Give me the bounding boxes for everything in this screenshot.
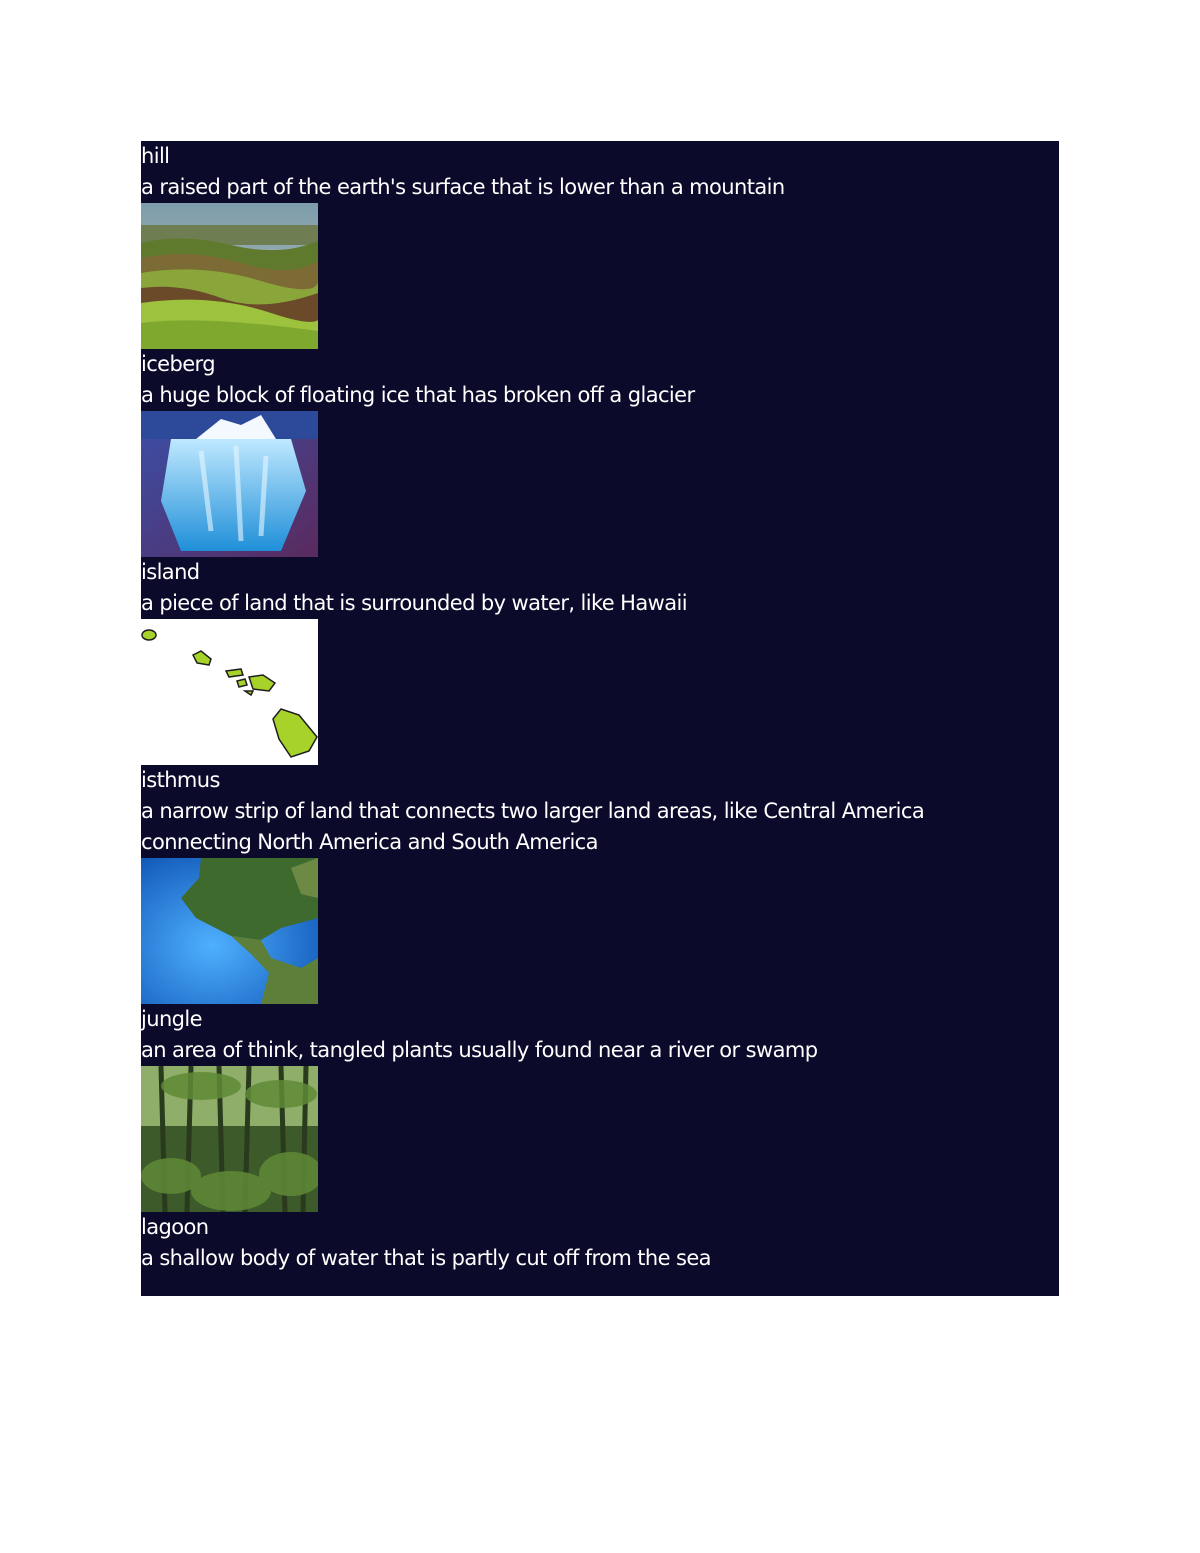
vocab-entry-iceberg [141,349,1059,557]
definition-isthmus: a narrow strip of land that connects two larger land areas, like Central America connecting North America and South America [141,799,925,854]
definition-island: a piece of land that is surrounded by water, like Hawaii [141,591,687,615]
vocab-entry-jungle [141,1004,1059,1212]
jungle-image [141,1066,318,1212]
definition-lagoon: a shallow body of water that is partly cut off from the sea [141,1246,711,1270]
definition-jungle: an area of think, tangled plants usually found near a river or swamp [141,1038,818,1062]
term-jungle: jungle [141,1007,202,1031]
isthmus-image [141,858,318,1004]
island-map-image [141,619,318,765]
definition-hill: a raised part of the earth's surface that is lower than a mountain [141,175,785,199]
vocab-entry-isthmus [141,765,1059,1004]
vocabulary-panel [141,141,1059,1296]
iceberg-image [141,411,318,557]
hill-image [141,203,318,349]
vocab-entry-island [141,557,1059,765]
term-isthmus: isthmus [141,768,220,792]
term-island: island [141,560,200,584]
definition-iceberg: a huge block of floating ice that has broken off a glacier [141,383,695,407]
term-lagoon: lagoon [141,1215,209,1239]
vocab-entry-hill [141,141,1059,349]
vocab-entry-lagoon [141,1212,1059,1274]
term-iceberg: iceberg [141,352,215,376]
term-hill: hill [141,144,170,168]
